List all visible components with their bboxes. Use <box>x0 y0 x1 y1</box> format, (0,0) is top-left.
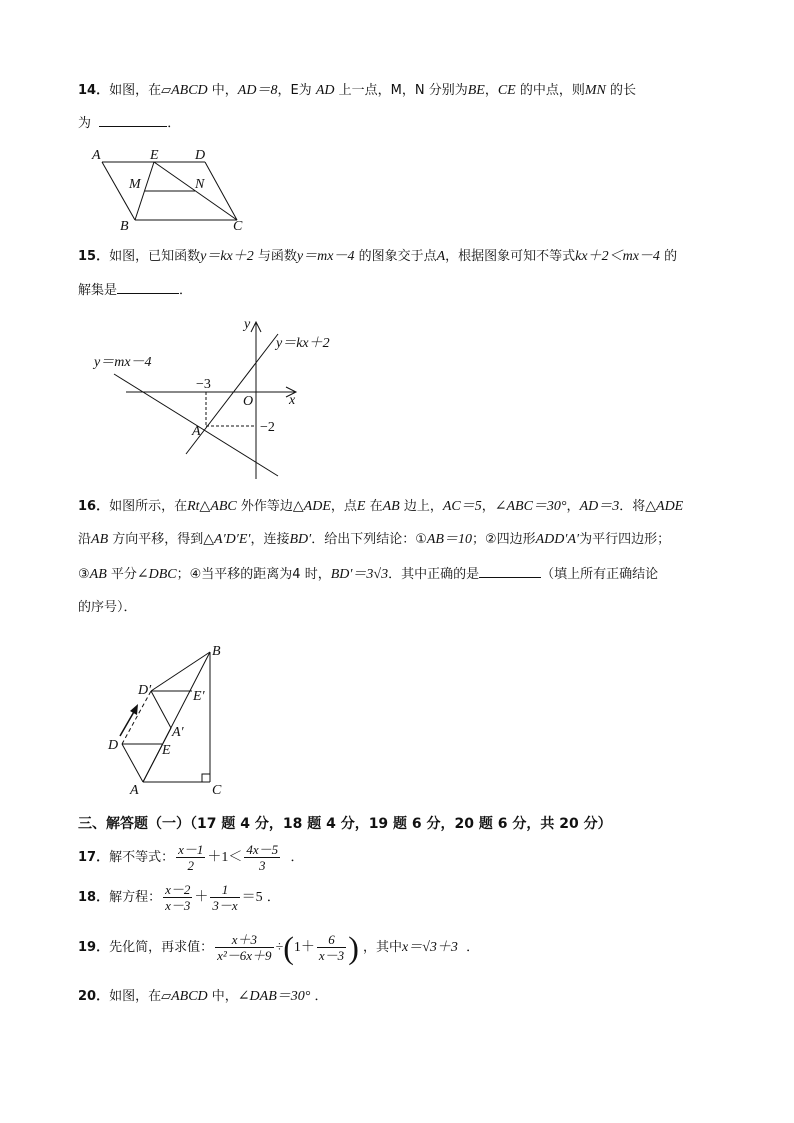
question-number: 20． <box>78 989 110 1004</box>
q17: 17．解不等式： $\frac{x-1}{2}$ ＋1＜ $\frac{4x-5}{3}$ ． <box>78 842 304 873</box>
label-D-prime: D′ <box>138 683 152 698</box>
q14-parallelogram-figure <box>90 142 260 237</box>
origin-label: O <box>243 394 254 409</box>
label-E-prime: E′ <box>193 689 205 704</box>
question-number: 15． <box>78 249 110 264</box>
section-heading: 三、解答题（一）（17 题 4 分，18 题 4 分，19 题 6 分，20 题 6 分，共 20 分） <box>78 816 612 832</box>
question-number: 16． <box>78 499 110 514</box>
q16-line4: 的序号）． <box>78 600 137 615</box>
line-mx-label: y＝mx－4 <box>94 355 152 370</box>
label-M: M <box>129 177 141 192</box>
point-A-label: A <box>192 424 201 439</box>
q14-line1: 14．如图，在▱ABCD 中，AD＝8，E为 AD 上一点，M，N 分别为BE，CE 的中点，则MN 的长 <box>78 83 637 98</box>
label-N: N <box>195 177 205 192</box>
label-B: B <box>212 644 221 659</box>
q19: 19．先化简，再求值： $\frac{x+3}{\text{x²－6x＋9}}$ ÷(1＋ $\frac{6}{x-3}$ ) ，其中x＝√3＋3 ． <box>78 929 480 966</box>
q15-graph-figure <box>88 314 348 484</box>
axis-y-label: y <box>244 317 251 332</box>
answer-blank[interactable] <box>117 280 179 294</box>
translation-arrow <box>120 710 135 736</box>
question-number: 18． <box>78 890 110 905</box>
axis-x-label: x <box>289 393 296 408</box>
label-C: C <box>212 783 222 798</box>
line-kx-label: y＝kx＋2 <box>276 336 330 351</box>
answer-blank[interactable] <box>99 113 167 127</box>
q16-triangle-figure <box>100 640 240 800</box>
label-A: A <box>130 783 139 798</box>
tick-neg2: −2 <box>260 420 275 435</box>
label-A: A <box>92 148 101 163</box>
label-E: E <box>162 743 171 758</box>
q20: 20．如图，在▱ABCD 中，∠DAB＝30° ． <box>78 989 328 1004</box>
q15-line1: 15．如图，已知函数y＝kx＋2 与函数y＝mx－4 的图象交于点A，根据图象可知不等式kx＋2＜mx－4 的 <box>78 249 678 264</box>
answer-blank[interactable] <box>479 564 541 578</box>
question-number: 14． <box>78 83 110 98</box>
arrow-head-icon <box>130 704 138 715</box>
q16-line3: ③AB 平分∠DBC；④当平移的距离为4 时，BD′＝3√3．其中正确的是 （填上所有正确结论 <box>78 564 658 585</box>
label-E: E <box>150 148 159 163</box>
tick-neg3: −3 <box>196 377 211 392</box>
q16-line1: 16．如图所示，在Rt△ABC 外作等边△ADE，点E 在AB 边上，AC＝5，∠ABC＝30°，AD＝3．将△ADE <box>78 499 684 514</box>
label-D: D <box>108 738 119 753</box>
q16-line2: 沿AB 方向平移，得到△A′D′E′，连接BD′．给出下列结论：①AB＝10；②四边形ADD′A′为平行四边形； <box>78 532 671 547</box>
q18: 18．解方程： $\frac{x-2}{x-3}$ ＋ $\frac{1}{3-x}$ ＝5 ． <box>78 882 280 913</box>
label-B: B <box>120 219 129 234</box>
label-D: D <box>195 148 206 163</box>
question-number: 17． <box>78 850 110 865</box>
question-number: 19． <box>78 940 110 955</box>
q15-line2: 解集是 ． <box>78 280 192 301</box>
label-C: C <box>233 219 243 234</box>
q14-line2: 为 ． <box>78 113 180 134</box>
label-A-prime: A′ <box>172 725 184 740</box>
